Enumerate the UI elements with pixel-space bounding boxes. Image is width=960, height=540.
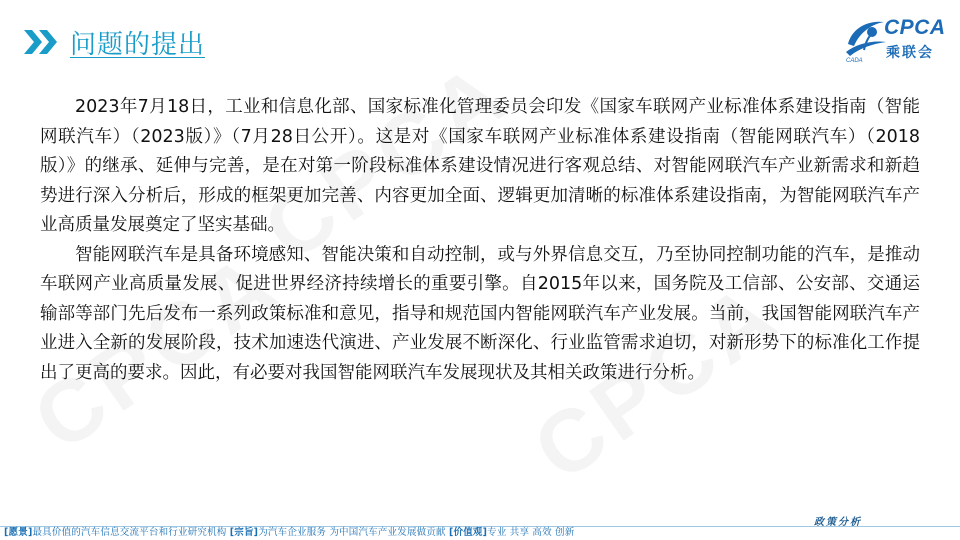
values-text: 专业 共享 高效 创新 [487, 527, 575, 538]
purpose-tag: [宗旨] [229, 527, 259, 538]
body-text [40, 93, 920, 388]
logo-text: CPCA [884, 16, 946, 39]
cpca-logo [842, 14, 952, 70]
globe-swoosh-icon [842, 14, 888, 60]
values-tag: [价值观] [448, 527, 488, 538]
vision-text: 最具价值的汽车信息交流平台和行业研究机构 [32, 527, 227, 538]
double-chevron-icon [22, 27, 62, 57]
paragraph-1: 2023年7月18日，工业和信息化部、国家标准化管理委员会印发《国家车联网产业标准体系建设指南（智能网联汽车）（2023版）》（7月28日公开）。这是对《国家车联网产业标准体系建设指南（智能网联汽车）（2018版）》的继承、延伸与完善，是在对第一阶段标准体系建设情况进行客观总结、对智能网联汽车产业新需求和新趋势进行深入分析后，形成的框架更加完善、内容更加全面、逻辑更加清晰的标准体系建设指南，为智能网联汽车产业高质量发展奠定了坚实基础。 [40, 97, 920, 235]
header [22, 22, 205, 62]
paragraph-2: 智能网联汽车是具备环境感知、智能决策和自动控制，或与外界信息交互，乃至协同控制功能的汽车，是推动车联网产业高质量发展、促进世界经济持续增长的重要引擎。自2015年以来，国务院及工信部、公安部、交通运输部等部门先后发布一系列政策标准和意见，指导和规范国内智能网联汽车产业发展。当前，我国智能网联汽车产业进入全新的发展阶段，技术加速迭代演进、产业发展不断深化、行业监管需求迫切，对新形势下的标准化工作提出了更高的要求。因此，有必要对我国智能网联汽车发展现状及其相关政策进行分析。 [40, 244, 920, 383]
footer-slogan [4, 524, 574, 538]
section-label: 政策分析 [814, 517, 862, 528]
purpose-text: 为汽车企业服务 为中国汽车产业发展做贡献 [258, 527, 446, 538]
vision-tag: [愿景] [4, 527, 33, 538]
logo-small-text: CADA [846, 58, 863, 64]
logo-cn-text: 乘联会 [886, 45, 934, 61]
page-title: 问题的提出 [70, 29, 206, 60]
